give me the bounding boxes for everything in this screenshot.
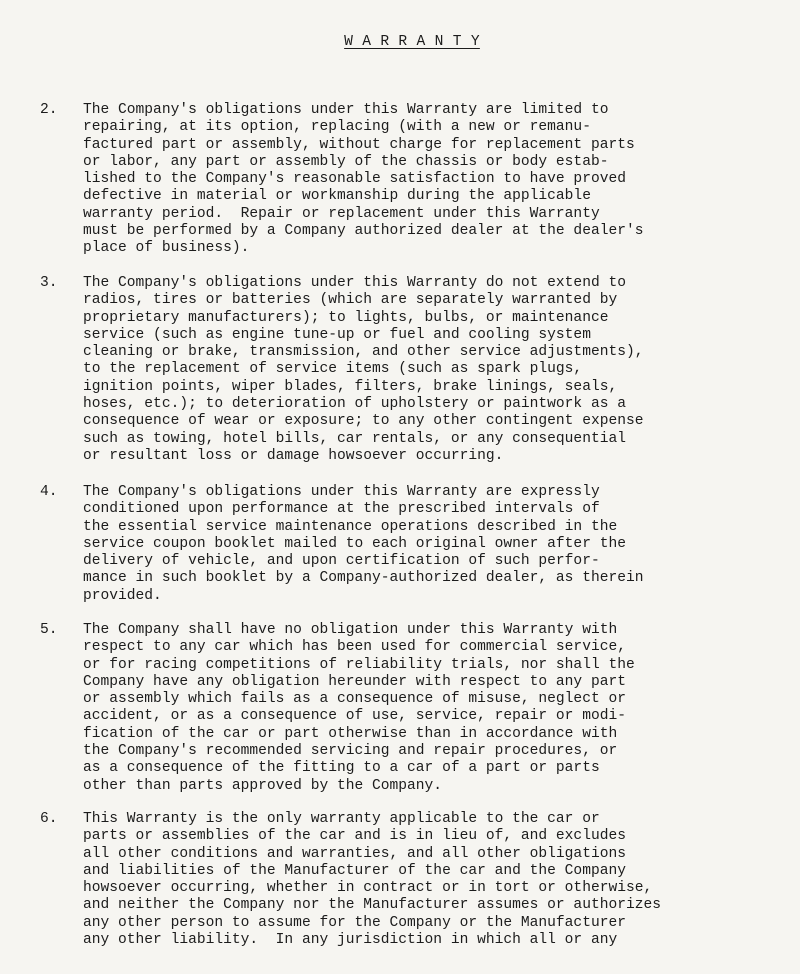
- clause-line: factured part or assembly, without charge for replacement parts: [83, 136, 635, 153]
- clause-text: [83, 622, 783, 795]
- clause-line: such as towing, hotel bills, car rentals, or any consequential: [83, 430, 626, 447]
- page-title: [0, 34, 800, 50]
- clause-line: as a consequence of the fitting to a car of a part or parts: [83, 760, 600, 777]
- clause-line: repairing, at its option, replacing (with a new or remanu-: [83, 119, 591, 136]
- clause-line: any other person to assume for the Company or the Manufacturer: [83, 914, 626, 931]
- clause-line: the essential service maintenance operations described in the: [83, 518, 618, 535]
- clause-line: consequence of wear or exposure; to any other contingent expense: [83, 413, 644, 430]
- clause-line: service coupon booklet mailed to each original owner after the: [83, 535, 626, 552]
- clause-line: or for racing competitions of reliability trials, nor shall the: [83, 656, 635, 673]
- clause-line: delivery of vehicle, and upon certification of such perfor-: [83, 553, 600, 570]
- clause-line: respect to any car which has been used for commercial service,: [83, 639, 626, 656]
- clause-line: conditioned upon performance at the prescribed intervals of: [83, 501, 600, 518]
- clause-line: The Company's obligations under this Warranty are limited to: [83, 102, 609, 118]
- clause-number: 3.: [40, 275, 58, 291]
- clause-line: mance in such booklet by a Company-authorized dealer, as therein: [83, 570, 644, 587]
- clause-line: provided.: [83, 587, 162, 604]
- clause-line: This Warranty is the only warranty applicable to the car or: [83, 811, 600, 827]
- page-title-text: W A R R A N T Y: [344, 34, 480, 50]
- clause-text: [83, 484, 783, 605]
- clause-line: and neither the Company nor the Manufacturer assumes or authorizes: [83, 897, 662, 914]
- clause-number: 2.: [40, 102, 58, 118]
- clause-text: [83, 102, 783, 258]
- clause-line: or resultant loss or damage howsoever occurring.: [83, 447, 504, 464]
- clause-line: must be performed by a Company authorized dealer at the dealer's: [83, 223, 644, 240]
- clause-line: cleaning or brake, transmission, and other service adjustments),: [83, 344, 644, 361]
- clause-number: 5.: [40, 622, 58, 638]
- clause-line: radios, tires or batteries (which are separately warranted by: [83, 292, 618, 309]
- clause-line: proprietary manufacturers); to lights, bulbs, or maintenance: [83, 309, 609, 326]
- clause-line: or labor, any part or assembly of the chassis or body estab-: [83, 153, 609, 170]
- clause-line: ignition points, wiper blades, filters, brake linings, seals,: [83, 378, 618, 395]
- clause-line: to the replacement of service items (such as spark plugs,: [83, 361, 583, 378]
- clause-line: warranty period. Repair or replacement under this Warranty: [83, 205, 600, 222]
- clause-line: fication of the car or part otherwise than in accordance with: [83, 725, 618, 742]
- clause-line: parts or assemblies of the car and is in lieu of, and excludes: [83, 828, 626, 845]
- clause-line: defective in material or workmanship during the applicable: [83, 188, 591, 205]
- clause-line: and liabilities of the Manufacturer of the car and the Company: [83, 862, 626, 879]
- clause-line: any other liability. In any jurisdiction in which all or any: [83, 932, 618, 949]
- clause-line: service (such as engine tune-up or fuel and cooling system: [83, 326, 591, 343]
- clause-line: The Company's obligations under this Warranty are expressly: [83, 484, 600, 500]
- clause-line: howsoever occurring, whether in contract or in tort or otherwise,: [83, 880, 653, 897]
- clause-line: the Company's recommended servicing and repair procedures, or: [83, 743, 618, 760]
- clause-text: [83, 275, 783, 465]
- clause-number: 4.: [40, 484, 58, 500]
- clause-line: The Company shall have no obligation under this Warranty with: [83, 622, 618, 638]
- clause-number: 6.: [40, 811, 58, 827]
- clause-line: accident, or as a consequence of use, service, repair or modi-: [83, 708, 626, 725]
- clause-line: other than parts approved by the Company.: [83, 777, 443, 794]
- clause-line: lished to the Company's reasonable satisfaction to have proved: [83, 171, 626, 188]
- clause-line: place of business).: [83, 240, 250, 257]
- clause-line: hoses, etc.); to deterioration of upholstery or paintwork as a: [83, 396, 626, 413]
- clause-line: The Company's obligations under this Warranty do not extend to: [83, 275, 626, 291]
- clause-text: [83, 811, 783, 949]
- clause-line: or assembly which fails as a consequence of misuse, neglect or: [83, 691, 626, 708]
- clause-line: Company have any obligation hereunder with respect to any part: [83, 673, 626, 690]
- clause-line: all other conditions and warranties, and all other obligations: [83, 845, 626, 862]
